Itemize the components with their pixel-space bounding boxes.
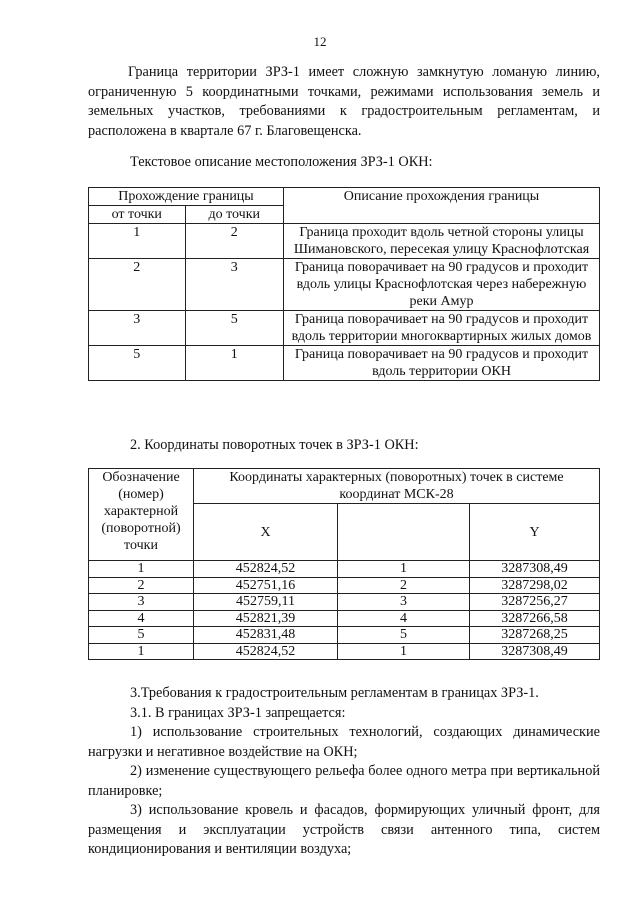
point-mid: 2 [338,577,470,594]
to-point: 1 [185,346,283,381]
header-x: X [194,504,338,561]
boundary-description-table [88,187,600,381]
point-mid: 3 [338,594,470,611]
section2-title: 2. Координаты поворотных точек в ЗРЗ-1 ОКН: [130,437,419,453]
header-point-designation: Обозначение (номер) характерной (поворотной) точки [89,469,194,561]
x-coordinate: 452759,11 [194,594,338,611]
y-coordinate: 3287308,49 [470,561,600,578]
point-mid: 1 [338,643,470,660]
header-y: Y [470,504,600,561]
table-row [89,610,600,627]
y-coordinate: 3287298,02 [470,577,600,594]
point-number: 1 [89,643,194,660]
table-row [89,561,600,578]
from-point: 2 [89,259,186,311]
coordinates-table [88,468,600,660]
passage-description: Граница проходит вдоль четной стороны улицы Шимановского, пересекая улицу Краснофлотская [284,224,600,259]
table-row [89,259,600,311]
table-row [89,627,600,644]
section3-subtitle: 3.1. В границах ЗРЗ-1 запрещается: [130,704,346,721]
list-item: 1) использование строительных технологий, создающих динамические нагрузки и негативное воздействие на ОКН; [88,724,600,760]
x-coordinate: 452821,39 [194,610,338,627]
intro-paragraph: Граница территории ЗРЗ-1 имеет сложную замкнутую ломаную линию, ограниченную 5 координатными точками, режимами использования земель и земельных участков, требованиями к градостроительным регламентам, и расположена в квартале 67 г. Благовещенска. [88,64,600,139]
header-boundary-passage: Прохождение границы [89,188,284,206]
point-number: 3 [89,594,194,611]
header-blank [338,504,470,561]
passage-description: Граница поворачивает на 90 градусов и проходит вдоль улицы Краснофлотская через набережную реки Амур [284,259,600,311]
table-row [89,346,600,381]
header-description: Описание прохождения границы [284,188,600,224]
passage-description: Граница поворачивает на 90 градусов и проходит вдоль территории ОКН [284,346,600,381]
point-number: 4 [89,610,194,627]
table-row [89,224,600,259]
table-row [89,594,600,611]
to-point: 5 [185,311,283,346]
x-coordinate: 452831,48 [194,627,338,644]
section3-requirements [88,684,600,860]
section1-title: Текстовое описание местоположения ЗРЗ-1 ОКН: [130,154,433,170]
to-point: 3 [185,259,283,311]
header-coordinates: Координаты характерных (поворотных) точек в системе координат МСК-28 [194,469,600,504]
y-coordinate: 3287266,58 [470,610,600,627]
y-coordinate: 3287308,49 [470,643,600,660]
x-coordinate: 452824,52 [194,643,338,660]
header-from-point: от точки [89,206,186,224]
table-row [89,311,600,346]
point-mid: 4 [338,610,470,627]
from-point: 1 [89,224,186,259]
passage-description: Граница поворачивает на 90 градусов и проходит вдоль территории многоквартирных жилых домов [284,311,600,346]
y-coordinate: 3287268,25 [470,627,600,644]
list-item: 2) изменение существующего рельефа более одного метра при вертикальной планировке; [88,763,600,799]
from-point: 3 [89,311,186,346]
point-mid: 1 [338,561,470,578]
table-row [89,577,600,594]
x-coordinate: 452824,52 [194,561,338,578]
to-point: 2 [185,224,283,259]
section3-title: 3.Требования к градостроительным регламентам в границах ЗРЗ-1. [130,685,539,701]
x-coordinate: 452751,16 [194,577,338,594]
point-mid: 5 [338,627,470,644]
point-number: 1 [89,561,194,578]
header-to-point: до точки [185,206,283,224]
point-number: 2 [89,577,194,594]
table-row [89,643,600,660]
page-number: 12 [313,34,327,49]
list-item: 3) использование кровель и фасадов, формирующих уличный фронт, для размещения и эксплуатации устройств связи антенного типа, систем кондиционирования и вентиляции воздуха; [88,802,600,857]
y-coordinate: 3287256,27 [470,594,600,611]
point-number: 5 [89,627,194,644]
from-point: 5 [89,346,186,381]
